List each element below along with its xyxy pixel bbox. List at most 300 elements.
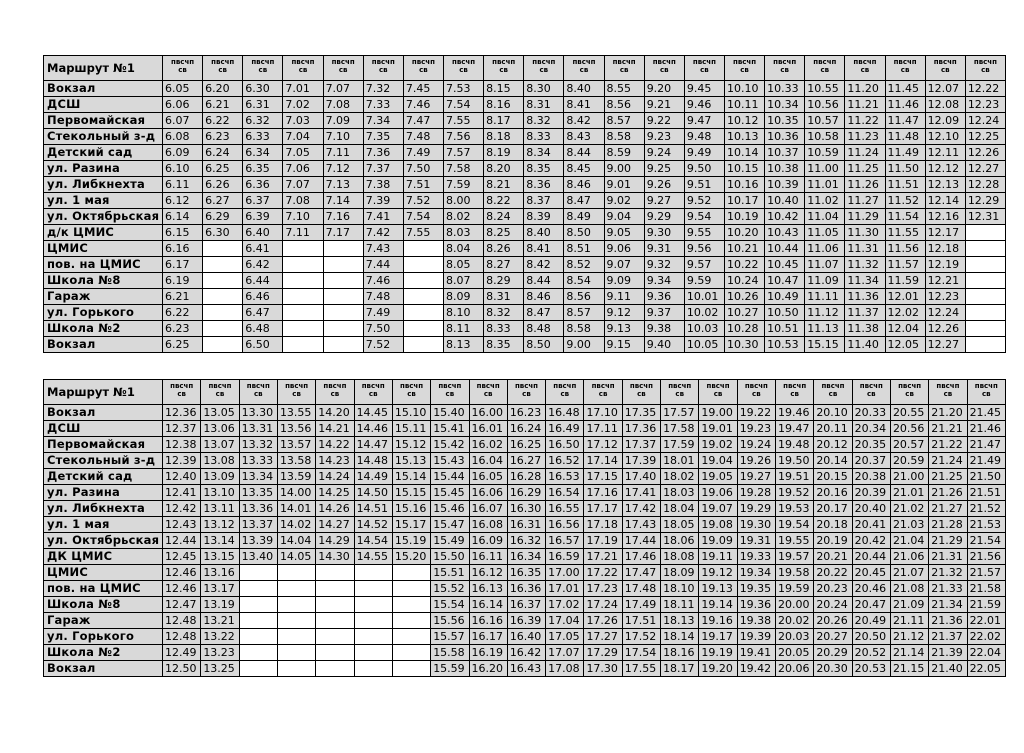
empty-cell [354,565,392,581]
stop-name: Школа №8 [44,273,163,289]
empty-cell [323,321,363,337]
departure-time: 19.47 [776,421,814,437]
departure-time: 22.05 [967,661,1005,677]
departure-time: 19.04 [699,453,737,469]
departure-time: 11.59 [885,273,925,289]
departure-time: 12.19 [925,257,965,273]
days-of-week-header: пвсчп св [239,380,277,405]
departure-time: 7.39 [363,193,403,209]
departure-time: 8.24 [484,209,524,225]
departure-time: 10.30 [724,337,764,353]
departure-time: 13.36 [239,501,277,517]
departure-time: 16.48 [546,405,584,421]
departure-time: 16.16 [469,613,507,629]
departure-time: 14.20 [316,405,354,421]
departure-time: 13.05 [201,405,239,421]
departure-time: 20.33 [852,405,890,421]
departure-time: 17.10 [584,405,622,421]
departure-time: 6.46 [243,289,283,305]
empty-cell [354,581,392,597]
departure-time: 6.37 [243,193,283,209]
stop-name: Первомайская [44,113,163,129]
departure-time: 21.52 [967,501,1005,517]
departure-time: 21.25 [929,469,967,485]
days-of-week-header: пвсчп св [484,56,524,81]
stop-name: ул. Разина [44,485,163,501]
departure-time: 21.27 [929,501,967,517]
departure-time: 8.46 [564,177,604,193]
empty-cell [392,565,430,581]
departure-time: 6.32 [243,113,283,129]
empty-cell [239,565,277,581]
departure-time: 7.52 [363,337,403,353]
stop-name: Вокзал [44,661,163,677]
departure-time: 10.10 [724,81,764,97]
departure-time: 16.07 [469,501,507,517]
departure-time: 6.22 [163,305,203,321]
departure-time: 11.07 [805,257,845,273]
days-of-week-header: пвсчп св [354,380,392,405]
departure-time: 9.00 [604,161,644,177]
stop-name: Вокзал [44,405,163,421]
stop-name: ДСШ [44,97,163,113]
departure-time: 17.21 [584,549,622,565]
departure-time: 21.36 [929,613,967,629]
departure-time: 14.54 [354,533,392,549]
departure-time: 16.00 [469,405,507,421]
departure-time: 21.00 [890,469,928,485]
departure-time: 12.27 [925,337,965,353]
departure-time: 19.12 [699,565,737,581]
days-of-week-header: пвсчп св [765,56,805,81]
empty-cell [277,613,315,629]
departure-time: 8.52 [564,257,604,273]
departure-time: 9.45 [684,81,724,97]
departure-time: 10.19 [724,209,764,225]
empty-cell [239,645,277,661]
departure-time: 11.56 [885,241,925,257]
empty-cell [403,273,443,289]
departure-time: 21.57 [967,565,1005,581]
table-row [44,241,1006,257]
departure-time: 10.11 [724,97,764,113]
empty-cell [965,337,1005,353]
departure-time: 13.19 [201,597,239,613]
stop-name: ул. Октябрьская [44,209,163,225]
departure-time: 6.50 [243,337,283,353]
departure-time: 11.30 [845,225,885,241]
empty-cell [403,337,443,353]
departure-time: 11.36 [845,289,885,305]
departure-time: 7.07 [283,177,323,193]
departure-time: 10.21 [724,241,764,257]
departure-time: 8.17 [484,113,524,129]
table-row [44,289,1006,305]
departure-time: 15.50 [431,549,469,565]
departure-time: 11.26 [845,177,885,193]
departure-time: 7.56 [443,129,483,145]
departure-time: 14.04 [277,533,315,549]
departure-time: 18.02 [661,469,699,485]
stop-name: Детский сад [44,469,163,485]
departure-time: 19.16 [699,613,737,629]
departure-time: 21.21 [929,421,967,437]
empty-cell [203,305,243,321]
departure-time: 9.56 [684,241,724,257]
departure-time: 8.54 [564,273,604,289]
departure-time: 16.20 [469,661,507,677]
departure-time: 20.12 [814,437,852,453]
departure-time: 20.34 [852,421,890,437]
departure-time: 10.49 [765,289,805,305]
departure-time: 16.32 [507,533,545,549]
departure-time: 8.30 [524,81,564,97]
departure-time: 20.30 [814,661,852,677]
departure-time: 21.08 [890,581,928,597]
departure-time: 19.38 [737,613,775,629]
departure-time: 19.52 [776,485,814,501]
departure-time: 20.10 [814,405,852,421]
departure-time: 14.47 [354,437,392,453]
departure-time: 10.58 [805,129,845,145]
departure-time: 19.50 [776,453,814,469]
departure-time: 16.55 [546,501,584,517]
departure-time: 17.58 [661,421,699,437]
departure-time: 14.52 [354,517,392,533]
departure-time: 16.02 [469,437,507,453]
departure-time: 8.50 [524,337,564,353]
departure-time: 11.04 [805,209,845,225]
departure-time: 8.00 [443,193,483,209]
departure-time: 9.06 [604,241,644,257]
departure-time: 12.44 [163,533,201,549]
table-row [44,161,1006,177]
departure-time: 14.55 [354,549,392,565]
empty-cell [403,289,443,305]
departure-time: 6.15 [163,225,203,241]
departure-time: 17.12 [584,437,622,453]
departure-time: 16.23 [507,405,545,421]
empty-cell [323,305,363,321]
departure-time: 9.07 [604,257,644,273]
departure-time: 6.21 [203,97,243,113]
departure-time: 17.57 [661,405,699,421]
stop-name: Вокзал [44,337,163,353]
departure-time: 10.34 [765,97,805,113]
departure-time: 6.47 [243,305,283,321]
departure-time: 16.53 [546,469,584,485]
departure-time: 20.02 [776,613,814,629]
departure-time: 15.11 [392,421,430,437]
departure-time: 8.40 [524,225,564,241]
departure-time: 7.14 [323,193,363,209]
departure-time: 21.14 [890,645,928,661]
departure-time: 21.12 [890,629,928,645]
departure-time: 13.30 [239,405,277,421]
departure-time: 16.14 [469,597,507,613]
departure-time: 7.54 [403,209,443,225]
departure-time: 15.52 [431,581,469,597]
departure-time: 9.32 [644,257,684,273]
departure-time: 9.09 [604,273,644,289]
departure-time: 14.23 [316,453,354,469]
empty-cell [965,257,1005,273]
departure-time: 15.16 [392,501,430,517]
departure-time: 15.51 [431,565,469,581]
departure-time: 7.09 [323,113,363,129]
empty-cell [316,629,354,645]
days-of-week-header: пвсчп св [925,56,965,81]
departure-time: 16.11 [469,549,507,565]
departure-time: 13.10 [201,485,239,501]
departure-time: 11.09 [805,273,845,289]
departure-time: 7.04 [283,129,323,145]
departure-time: 17.43 [622,517,660,533]
empty-cell [354,661,392,677]
departure-time: 7.46 [403,97,443,113]
departure-time: 16.27 [507,453,545,469]
departure-time: 8.03 [443,225,483,241]
departure-time: 8.57 [604,113,644,129]
departure-time: 12.25 [965,129,1005,145]
departure-time: 17.07 [546,645,584,661]
departure-time: 15.15 [805,337,845,353]
departure-time: 8.09 [443,289,483,305]
departure-time: 8.35 [484,337,524,353]
departure-time: 6.10 [163,161,203,177]
departure-time: 12.07 [925,81,965,97]
departure-time: 11.47 [885,113,925,129]
departure-time: 6.33 [243,129,283,145]
departure-time: 7.17 [323,225,363,241]
departure-time: 20.19 [814,533,852,549]
departure-time: 22.02 [967,629,1005,645]
empty-cell [203,321,243,337]
departure-time: 13.15 [201,549,239,565]
departure-time: 14.24 [316,469,354,485]
table-row [44,565,1006,581]
departure-time: 10.37 [765,145,805,161]
route-title: Маршрут №1 [44,56,163,81]
departure-time: 17.18 [584,517,622,533]
departure-time: 10.16 [724,177,764,193]
departure-time: 21.51 [967,485,1005,501]
departure-time: 8.10 [443,305,483,321]
departure-time: 13.11 [201,501,239,517]
departure-time: 7.53 [443,81,483,97]
stop-name: пов. на ЦМИС [44,257,163,273]
departure-time: 20.49 [852,613,890,629]
departure-time: 18.09 [661,565,699,581]
departure-time: 20.05 [776,645,814,661]
departure-time: 20.00 [776,597,814,613]
days-of-week-header: пвсчп св [392,380,430,405]
departure-time: 19.02 [699,437,737,453]
departure-time: 6.22 [203,113,243,129]
departure-time: 9.30 [644,225,684,241]
departure-time: 15.44 [431,469,469,485]
departure-time: 12.01 [885,289,925,305]
departure-time: 8.41 [524,241,564,257]
table-row [44,597,1006,613]
empty-cell [323,289,363,305]
empty-cell [392,645,430,661]
departure-time: 10.57 [805,113,845,129]
days-of-week-header: пвсчп св [243,56,283,81]
empty-cell [965,305,1005,321]
empty-cell [277,565,315,581]
timetable-afternoon [43,379,1006,677]
departure-time: 14.45 [354,405,392,421]
departure-time: 6.23 [163,321,203,337]
days-of-week-header: пвсчп св [363,56,403,81]
departure-time: 11.11 [805,289,845,305]
empty-cell [392,613,430,629]
departure-time: 11.23 [845,129,885,145]
empty-cell [392,581,430,597]
departure-time: 13.08 [201,453,239,469]
departure-time: 19.31 [737,533,775,549]
departure-time: 6.44 [243,273,283,289]
empty-cell [283,241,323,257]
stop-name: ул. Либкнехта [44,501,163,517]
empty-cell [277,597,315,613]
departure-time: 19.17 [699,629,737,645]
departure-time: 12.48 [163,613,201,629]
departure-time: 12.16 [925,209,965,225]
departure-time: 12.02 [885,305,925,321]
days-of-week-header: пвсчп св [845,56,885,81]
table-row [44,581,1006,597]
table-row [44,645,1006,661]
departure-time: 8.07 [443,273,483,289]
departure-time: 10.55 [805,81,845,97]
departure-time: 7.11 [323,145,363,161]
departure-time: 17.42 [622,501,660,517]
departure-time: 6.07 [163,113,203,129]
departure-time: 10.22 [724,257,764,273]
days-of-week-header: пвсчп св [699,380,737,405]
departure-time: 16.04 [469,453,507,469]
empty-cell [403,241,443,257]
table-row [44,273,1006,289]
departure-time: 9.37 [644,305,684,321]
stop-name: ЦМИС [44,241,163,257]
departure-time: 14.26 [316,501,354,517]
table-row [44,469,1006,485]
departure-time: 12.23 [925,289,965,305]
table-row [44,257,1006,273]
departure-time: 8.31 [524,97,564,113]
departure-time: 8.50 [564,225,604,241]
departure-time: 15.14 [392,469,430,485]
departure-time: 17.39 [622,453,660,469]
departure-time: 21.47 [967,437,1005,453]
departure-time: 12.47 [163,597,201,613]
departure-time: 18.08 [661,549,699,565]
departure-time: 20.38 [852,469,890,485]
departure-time: 21.26 [929,485,967,501]
departure-time: 14.25 [316,485,354,501]
departure-time: 13.21 [201,613,239,629]
empty-cell [323,273,363,289]
departure-time: 19.13 [699,581,737,597]
departure-time: 13.14 [201,533,239,549]
departure-time: 21.32 [929,565,967,581]
departure-time: 6.48 [243,321,283,337]
departure-time: 6.24 [203,145,243,161]
departure-time: 12.26 [965,145,1005,161]
departure-time: 11.49 [885,145,925,161]
departure-time: 13.37 [239,517,277,533]
departure-time: 20.47 [852,597,890,613]
empty-cell [283,257,323,273]
departure-time: 18.01 [661,453,699,469]
departure-time: 11.57 [885,257,925,273]
departure-time: 20.21 [814,549,852,565]
departure-time: 13.23 [201,645,239,661]
departure-time: 20.55 [890,405,928,421]
departure-time: 7.12 [323,161,363,177]
stop-name: ЦМИС [44,565,163,581]
departure-time: 9.23 [644,129,684,145]
departure-time: 6.19 [163,273,203,289]
departure-time: 17.44 [622,533,660,549]
days-of-week-header: пвсчп св [163,56,203,81]
departure-time: 15.56 [431,613,469,629]
departure-time: 12.40 [163,469,201,485]
departure-time: 20.52 [852,645,890,661]
departure-time: 6.16 [163,241,203,257]
departure-time: 20.29 [814,645,852,661]
departure-time: 15.49 [431,533,469,549]
days-of-week-header: пвсчп св [604,56,644,81]
departure-time: 6.06 [163,97,203,113]
empty-cell [354,645,392,661]
departure-time: 20.06 [776,661,814,677]
departure-time: 12.21 [925,273,965,289]
table-row [44,629,1006,645]
departure-time: 19.41 [737,645,775,661]
departure-time: 7.07 [323,81,363,97]
stop-name: Вокзал [44,81,163,97]
departure-time: 9.40 [644,337,684,353]
departure-time: 17.19 [584,533,622,549]
empty-cell [239,597,277,613]
departure-time: 17.46 [622,549,660,565]
departure-time: 13.09 [201,469,239,485]
empty-cell [354,597,392,613]
departure-time: 7.51 [403,177,443,193]
departure-time: 14.01 [277,501,315,517]
empty-cell [323,241,363,257]
departure-time: 19.36 [737,597,775,613]
departure-time: 7.55 [443,113,483,129]
departure-time: 21.46 [967,421,1005,437]
departure-time: 6.35 [243,161,283,177]
departure-time: 7.43 [363,241,403,257]
departure-time: 16.31 [507,517,545,533]
departure-time: 15.19 [392,533,430,549]
departure-time: 16.43 [507,661,545,677]
departure-time: 10.15 [724,161,764,177]
departure-time: 10.47 [765,273,805,289]
empty-cell [403,257,443,273]
departure-time: 16.37 [507,597,545,613]
departure-time: 19.59 [776,581,814,597]
departure-time: 11.24 [845,145,885,161]
departure-time: 16.40 [507,629,545,645]
